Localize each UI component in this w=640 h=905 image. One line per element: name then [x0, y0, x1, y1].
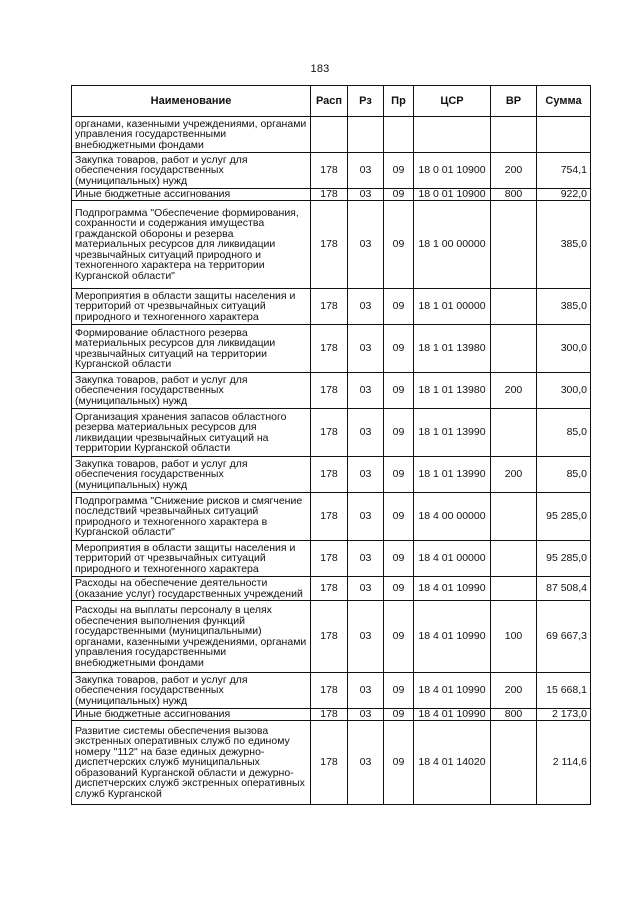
table-cell-rasp: 178 — [311, 373, 348, 409]
table-cell-sum: 95 285,0 — [537, 541, 591, 577]
table-cell-name: Формирование областного резерва материальных ресурсов для ликвидации чрезвычайных ситуаций на территории Курганской области — [72, 325, 311, 373]
table-cell-pr: 09 — [384, 541, 414, 577]
table-cell-name: Закупка товаров, работ и услуг для обеспечения государственных (муниципальных) нужд — [72, 457, 311, 493]
table-row — [72, 541, 591, 577]
table-cell-csr: 18 1 01 13980 — [414, 325, 491, 373]
table-cell-rasp — [311, 117, 348, 153]
table-cell-vr — [491, 325, 537, 373]
table-cell-vr: 800 — [491, 189, 537, 201]
table-cell-name: Закупка товаров, работ и услуг для обеспечения государственных (муниципальных) нужд — [72, 673, 311, 709]
table-cell-csr: 18 4 01 10990 — [414, 673, 491, 709]
table-cell-vr — [491, 541, 537, 577]
table-cell-pr: 09 — [384, 601, 414, 673]
table-row — [72, 373, 591, 409]
table-cell-vr — [491, 409, 537, 457]
table-cell-rasp: 178 — [311, 153, 348, 189]
table-cell-sum: 754,1 — [537, 153, 591, 189]
table-cell-rz: 03 — [348, 201, 384, 289]
table-cell-csr — [414, 117, 491, 153]
table-cell-pr: 09 — [384, 673, 414, 709]
table-cell-vr: 800 — [491, 709, 537, 721]
table-cell-vr: 200 — [491, 457, 537, 493]
table-cell-rasp: 178 — [311, 493, 348, 541]
table-cell-sum: 85,0 — [537, 409, 591, 457]
table-row — [72, 153, 591, 189]
table-cell-rasp: 178 — [311, 409, 348, 457]
table-cell-name: Мероприятия в области защиты населения и территорий от чрезвычайных ситуаций природного и техногенного характера — [72, 541, 311, 577]
table-row — [72, 721, 591, 805]
table-cell-name: Мероприятия в области защиты населения и территорий от чрезвычайных ситуаций природного и техногенного характера — [72, 289, 311, 325]
table-cell-vr: 200 — [491, 153, 537, 189]
table-cell-pr: 09 — [384, 325, 414, 373]
table-cell-csr: 18 1 01 13990 — [414, 457, 491, 493]
table-cell-pr: 09 — [384, 409, 414, 457]
table-cell-vr — [491, 721, 537, 805]
table-cell-rasp: 178 — [311, 289, 348, 325]
table-cell-pr: 09 — [384, 289, 414, 325]
table-cell-name: Организация хранения запасов областного резерва материальных ресурсов для ликвидации чрезвычайных ситуаций на территории Курганской области — [72, 409, 311, 457]
table-cell-csr: 18 4 00 00000 — [414, 493, 491, 541]
table-cell-pr: 09 — [384, 577, 414, 601]
column-header-name: Наименование — [72, 86, 311, 117]
table-cell-rz — [348, 117, 384, 153]
table-cell-rz: 03 — [348, 153, 384, 189]
table-cell-rz: 03 — [348, 721, 384, 805]
budget-table — [71, 85, 591, 805]
table-row — [72, 601, 591, 673]
table-cell-rz: 03 — [348, 409, 384, 457]
table-cell-rasp: 178 — [311, 721, 348, 805]
table-cell-sum: 69 667,3 — [537, 601, 591, 673]
table-row — [72, 117, 591, 153]
table-cell-name: органами, казенными учреждениями, органами управления государственными внебюджетными фондами — [72, 117, 311, 153]
table-cell-rz: 03 — [348, 457, 384, 493]
table-cell-name: Подпрограмма "Обеспечение формирования, сохранности и содержания имущества гражданской обороны и резерва материальных ресурсов для ликвидации чрезвычайных ситуаций природного и техногенного характера на территории Курганской области" — [72, 201, 311, 289]
column-header-vr: ВР — [491, 86, 537, 117]
table-cell-vr — [491, 289, 537, 325]
table-cell-pr: 09 — [384, 153, 414, 189]
table-row — [72, 457, 591, 493]
table-cell-sum: 300,0 — [537, 373, 591, 409]
table-cell-pr: 09 — [384, 721, 414, 805]
table-cell-pr: 09 — [384, 493, 414, 541]
table-cell-pr — [384, 117, 414, 153]
table-cell-vr — [491, 493, 537, 541]
table-cell-sum: 385,0 — [537, 289, 591, 325]
table-cell-rz: 03 — [348, 325, 384, 373]
page-number: 183 — [310, 63, 330, 75]
table-row — [72, 673, 591, 709]
table-cell-csr: 18 4 01 00000 — [414, 541, 491, 577]
table-cell-rz: 03 — [348, 673, 384, 709]
table-cell-vr: 200 — [491, 373, 537, 409]
table-cell-rz: 03 — [348, 373, 384, 409]
table-cell-csr: 18 4 01 10990 — [414, 601, 491, 673]
table-row — [72, 577, 591, 601]
table-row — [72, 289, 591, 325]
table-cell-rasp: 178 — [311, 673, 348, 709]
table-cell-sum: 87 508,4 — [537, 577, 591, 601]
table-cell-sum: 300,0 — [537, 325, 591, 373]
table-cell-rz: 03 — [348, 541, 384, 577]
table-cell-csr: 18 4 01 14020 — [414, 721, 491, 805]
table-cell-rz: 03 — [348, 577, 384, 601]
table-cell-pr: 09 — [384, 457, 414, 493]
table-cell-csr: 18 1 00 00000 — [414, 201, 491, 289]
table-cell-pr: 09 — [384, 709, 414, 721]
table-cell-rasp: 178 — [311, 201, 348, 289]
table-cell-sum: 2 173,0 — [537, 709, 591, 721]
column-header-rz: Рз — [348, 86, 384, 117]
table-cell-name: Расходы на выплаты персоналу в целях обеспечения выполнения функций государственными (муниципальными) органами, казенными учреждениями, органами управления государственными внебюджетными фондами — [72, 601, 311, 673]
table-cell-csr: 18 1 01 00000 — [414, 289, 491, 325]
table-cell-name: Иные бюджетные ассигнования — [72, 189, 311, 201]
table-cell-rasp: 178 — [311, 601, 348, 673]
table-cell-pr: 09 — [384, 373, 414, 409]
table-cell-rz: 03 — [348, 289, 384, 325]
table-cell-rz: 03 — [348, 493, 384, 541]
table-cell-csr: 18 1 01 13990 — [414, 409, 491, 457]
table-cell-name: Закупка товаров, работ и услуг для обеспечения государственных (муниципальных) нужд — [72, 153, 311, 189]
table-cell-rz: 03 — [348, 601, 384, 673]
column-header-csr: ЦСР — [414, 86, 491, 117]
table-cell-rasp: 178 — [311, 325, 348, 373]
table-row — [72, 709, 591, 721]
table-cell-rasp: 178 — [311, 709, 348, 721]
table-row — [72, 409, 591, 457]
table-cell-csr: 18 0 01 10900 — [414, 189, 491, 201]
table-cell-sum — [537, 117, 591, 153]
table-cell-csr: 18 4 01 10990 — [414, 709, 491, 721]
table-cell-sum: 922,0 — [537, 189, 591, 201]
table-cell-sum: 385,0 — [537, 201, 591, 289]
table-cell-vr — [491, 117, 537, 153]
column-header-pr: Пр — [384, 86, 414, 117]
table-cell-name: Иные бюджетные ассигнования — [72, 709, 311, 721]
table-cell-rasp: 178 — [311, 577, 348, 601]
table-cell-vr: 100 — [491, 601, 537, 673]
column-header-sum: Сумма — [537, 86, 591, 117]
table-cell-rasp: 178 — [311, 457, 348, 493]
table-cell-pr: 09 — [384, 201, 414, 289]
table-row — [72, 325, 591, 373]
table-cell-vr: 200 — [491, 673, 537, 709]
table-row — [72, 189, 591, 201]
table-cell-vr — [491, 201, 537, 289]
table-cell-csr: 18 0 01 10900 — [414, 153, 491, 189]
table-cell-vr — [491, 577, 537, 601]
table-cell-rasp: 178 — [311, 189, 348, 201]
table-cell-name: Расходы на обеспечение деятельности (оказание услуг) государственных учреждений — [72, 577, 311, 601]
table-cell-csr: 18 1 01 13980 — [414, 373, 491, 409]
table-cell-rasp: 178 — [311, 541, 348, 577]
table-row — [72, 493, 591, 541]
table-cell-rz: 03 — [348, 189, 384, 201]
column-header-rasp: Расп — [311, 86, 348, 117]
table-header-row — [72, 86, 591, 117]
table-cell-sum: 2 114,6 — [537, 721, 591, 805]
table-cell-sum: 95 285,0 — [537, 493, 591, 541]
table-cell-pr: 09 — [384, 189, 414, 201]
table-cell-rz: 03 — [348, 709, 384, 721]
table-cell-name: Развитие системы обеспечения вызова экстренных оперативных служб по единому номеру "112" на базе единых дежурно-диспетчерских служб муниципальных образований Курганской области и дежурно-диспетчерских служб экстренных оперативных служб Курганской — [72, 721, 311, 805]
table-cell-name: Закупка товаров, работ и услуг для обеспечения государственных (муниципальных) нужд — [72, 373, 311, 409]
table-cell-name: Подпрограмма "Снижение рисков и смягчение последствий чрезвычайных ситуаций природного и техногенного характера в Курганской области" — [72, 493, 311, 541]
table-cell-sum: 85,0 — [537, 457, 591, 493]
table-row — [72, 201, 591, 289]
table-cell-sum: 15 668,1 — [537, 673, 591, 709]
table-cell-csr: 18 4 01 10990 — [414, 577, 491, 601]
